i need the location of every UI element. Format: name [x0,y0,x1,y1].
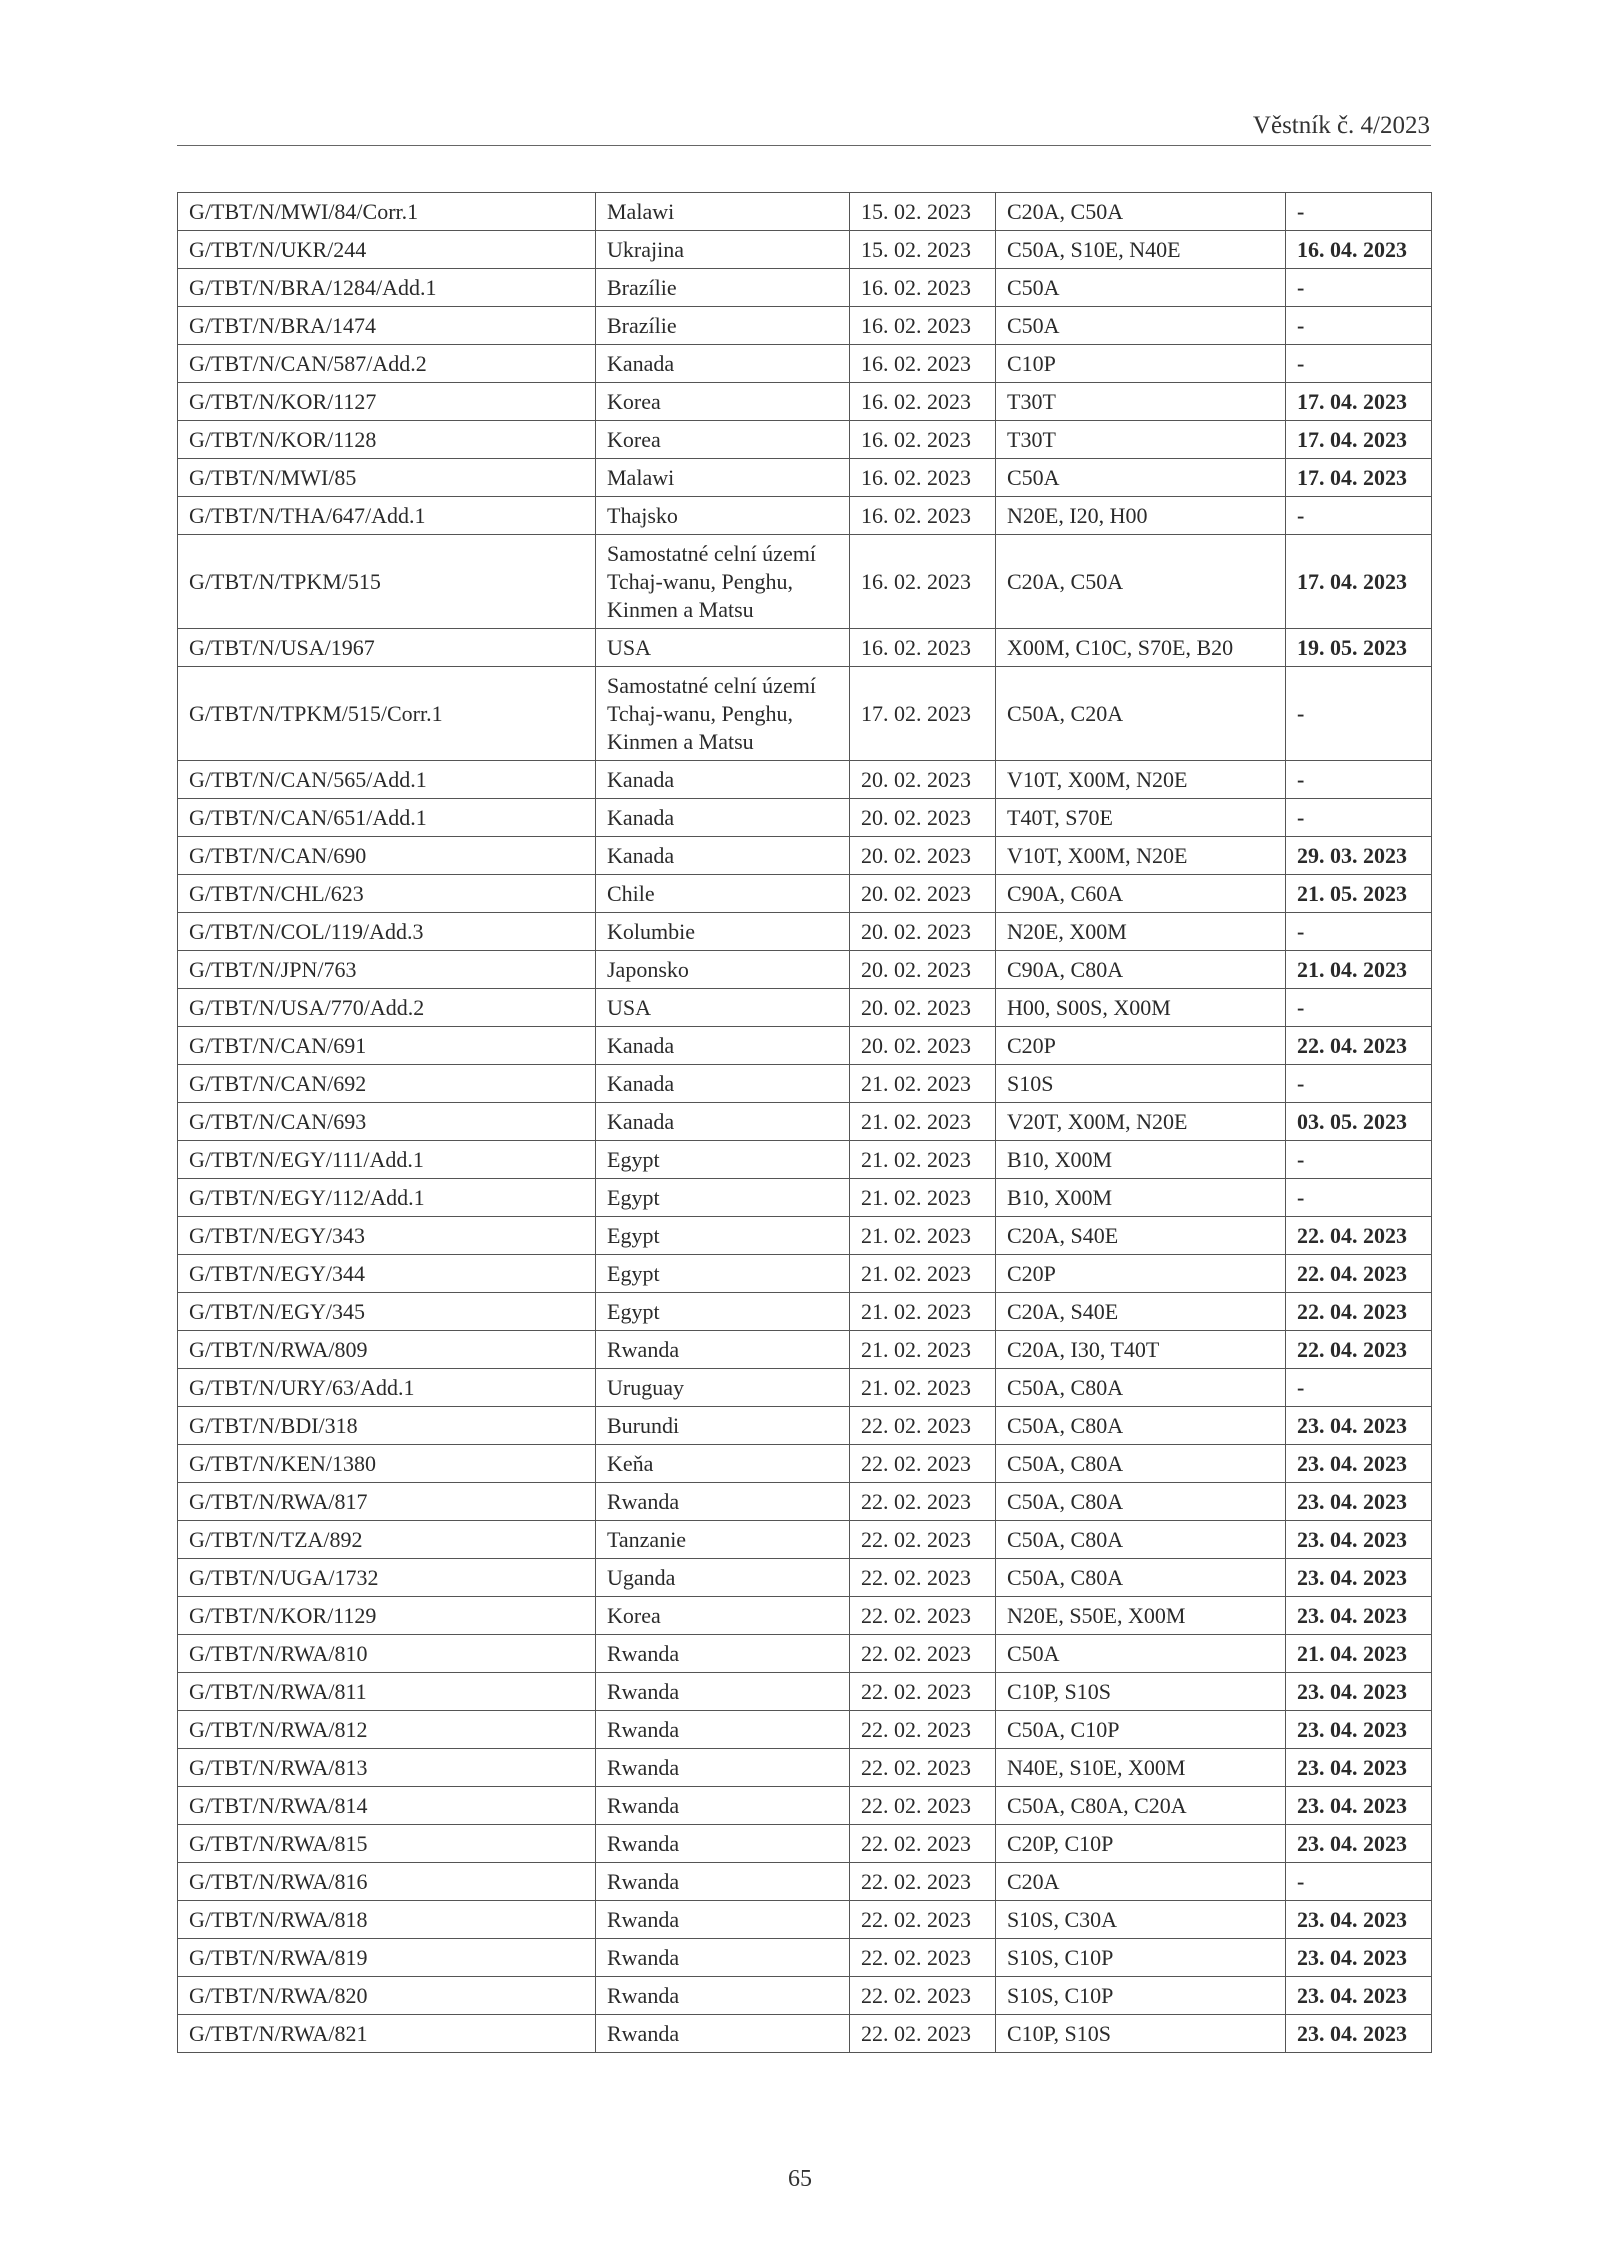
date-cell: 20. 02. 2023 [850,951,996,989]
notification-code-cell: G/TBT/N/RWA/809 [178,1331,596,1369]
table-row [178,307,1432,345]
notification-code-cell: G/TBT/N/EGY/344 [178,1255,596,1293]
table-row [178,1597,1432,1635]
date-cell: 22. 02. 2023 [850,1787,996,1825]
date-cell: 22. 02. 2023 [850,1483,996,1521]
notification-code-cell: G/TBT/N/RWA/816 [178,1863,596,1901]
country-cell: Kanada [596,837,850,875]
notification-code-cell: G/TBT/N/JPN/763 [178,951,596,989]
ics-codes-cell: C50A, C80A [996,1521,1286,1559]
country-cell: Malawi [596,193,850,231]
date-cell: 21. 02. 2023 [850,1179,996,1217]
country-cell: Rwanda [596,1331,850,1369]
notification-code-cell: G/TBT/N/KOR/1128 [178,421,596,459]
date-cell: 16. 02. 2023 [850,307,996,345]
notification-code-cell: G/TBT/N/BDI/318 [178,1407,596,1445]
notification-code-cell: G/TBT/N/COL/119/Add.3 [178,913,596,951]
table-row [178,1825,1432,1863]
notification-code-cell: G/TBT/N/KOR/1127 [178,383,596,421]
date-cell: 21. 02. 2023 [850,1141,996,1179]
country-cell: Rwanda [596,1635,850,1673]
ics-codes-cell: C20P [996,1255,1286,1293]
deadline-cell: - [1286,1141,1432,1179]
notification-code-cell: G/TBT/N/CAN/691 [178,1027,596,1065]
table-row [178,1977,1432,2015]
country-cell: Rwanda [596,1483,850,1521]
notification-code-cell: G/TBT/N/RWA/819 [178,1939,596,1977]
table-row [178,1255,1432,1293]
notification-code-cell: G/TBT/N/RWA/821 [178,2015,596,2053]
country-cell: Malawi [596,459,850,497]
notification-code-cell: G/TBT/N/TPKM/515 [178,535,596,629]
country-cell: USA [596,629,850,667]
country-cell: USA [596,989,850,1027]
table-row [178,1407,1432,1445]
page-header-title: Věstník č. 4/2023 [1252,112,1430,139]
country-cell: Egypt [596,1255,850,1293]
notification-code-cell: G/TBT/N/BRA/1474 [178,307,596,345]
table-row [178,1635,1432,1673]
deadline-cell: 23. 04. 2023 [1286,1711,1432,1749]
table-row [178,1331,1432,1369]
table-row [178,2015,1432,2053]
country-cell: Rwanda [596,1787,850,1825]
ics-codes-cell: B10, X00M [996,1141,1286,1179]
country-cell: Kanada [596,345,850,383]
ics-codes-cell: C50A, C80A [996,1445,1286,1483]
ics-codes-cell: S10S [996,1065,1286,1103]
table-row [178,761,1432,799]
notification-code-cell: G/TBT/N/CAN/651/Add.1 [178,799,596,837]
deadline-cell: 22. 04. 2023 [1286,1331,1432,1369]
notification-code-cell: G/TBT/N/UGA/1732 [178,1559,596,1597]
notification-code-cell: G/TBT/N/USA/1967 [178,629,596,667]
country-cell: Thajsko [596,497,850,535]
notification-code-cell: G/TBT/N/EGY/111/Add.1 [178,1141,596,1179]
table-row [178,1483,1432,1521]
deadline-cell: 21. 04. 2023 [1286,1635,1432,1673]
notifications-table [177,192,1432,2053]
deadline-cell: 23. 04. 2023 [1286,1521,1432,1559]
notification-code-cell: G/TBT/N/RWA/812 [178,1711,596,1749]
date-cell: 22. 02. 2023 [850,1445,996,1483]
country-cell: Rwanda [596,1825,850,1863]
country-cell: Kanada [596,761,850,799]
date-cell: 22. 02. 2023 [850,1977,996,2015]
table-row [178,1673,1432,1711]
country-cell: Rwanda [596,1749,850,1787]
deadline-cell: 23. 04. 2023 [1286,1977,1432,2015]
ics-codes-cell: T40T, S70E [996,799,1286,837]
date-cell: 16. 02. 2023 [850,269,996,307]
deadline-cell: - [1286,345,1432,383]
ics-codes-cell: N20E, S50E, X00M [996,1597,1286,1635]
deadline-cell: - [1286,497,1432,535]
notification-code-cell: G/TBT/N/URY/63/Add.1 [178,1369,596,1407]
country-cell: Korea [596,383,850,421]
ics-codes-cell: V10T, X00M, N20E [996,837,1286,875]
date-cell: 16. 02. 2023 [850,459,996,497]
ics-codes-cell: X00M, C10C, S70E, B20 [996,629,1286,667]
ics-codes-cell: C20A, I30, T40T [996,1331,1286,1369]
deadline-cell: 17. 04. 2023 [1286,459,1432,497]
ics-codes-cell: C50A [996,1635,1286,1673]
notification-code-cell: G/TBT/N/RWA/818 [178,1901,596,1939]
deadline-cell: - [1286,799,1432,837]
country-cell: Keňa [596,1445,850,1483]
table-row [178,1103,1432,1141]
country-cell: Korea [596,421,850,459]
table-row [178,629,1432,667]
date-cell: 22. 02. 2023 [850,1559,996,1597]
country-cell: Kanada [596,799,850,837]
country-cell: Samostatné celní území Tchaj-wanu, Penghu, Kinmen a Matsu [596,535,850,629]
table-row [178,421,1432,459]
deadline-cell: - [1286,307,1432,345]
date-cell: 16. 02. 2023 [850,497,996,535]
notification-code-cell: G/TBT/N/CHL/623 [178,875,596,913]
notification-code-cell: G/TBT/N/CAN/692 [178,1065,596,1103]
ics-codes-cell: C50A, C80A [996,1407,1286,1445]
deadline-cell: - [1286,989,1432,1027]
notification-code-cell: G/TBT/N/RWA/810 [178,1635,596,1673]
table-row [178,667,1432,761]
country-cell: Ukrajina [596,231,850,269]
table-row [178,269,1432,307]
table-row [178,875,1432,913]
country-cell: Egypt [596,1179,850,1217]
ics-codes-cell: C10P, S10S [996,2015,1286,2053]
date-cell: 21. 02. 2023 [850,1103,996,1141]
table-row [178,383,1432,421]
table-row [178,1939,1432,1977]
ics-codes-cell: C90A, C80A [996,951,1286,989]
deadline-cell: 22. 04. 2023 [1286,1293,1432,1331]
deadline-cell: - [1286,1369,1432,1407]
deadline-cell: 29. 03. 2023 [1286,837,1432,875]
date-cell: 20. 02. 2023 [850,799,996,837]
notification-code-cell: G/TBT/N/CAN/690 [178,837,596,875]
deadline-cell: 23. 04. 2023 [1286,1559,1432,1597]
country-cell: Uganda [596,1559,850,1597]
notification-code-cell: G/TBT/N/KOR/1129 [178,1597,596,1635]
notification-code-cell: G/TBT/N/RWA/814 [178,1787,596,1825]
date-cell: 21. 02. 2023 [850,1293,996,1331]
ics-codes-cell: V10T, X00M, N20E [996,761,1286,799]
table-row [178,951,1432,989]
table-row [178,1065,1432,1103]
date-cell: 21. 02. 2023 [850,1065,996,1103]
date-cell: 22. 02. 2023 [850,1521,996,1559]
table-row [178,1901,1432,1939]
table-row [178,1369,1432,1407]
notification-code-cell: G/TBT/N/MWI/84/Corr.1 [178,193,596,231]
notification-code-cell: G/TBT/N/CAN/587/Add.2 [178,345,596,383]
country-cell: Brazílie [596,269,850,307]
date-cell: 22. 02. 2023 [850,1407,996,1445]
ics-codes-cell: C90A, C60A [996,875,1286,913]
country-cell: Tanzanie [596,1521,850,1559]
notification-code-cell: G/TBT/N/BRA/1284/Add.1 [178,269,596,307]
ics-codes-cell: B10, X00M [996,1179,1286,1217]
date-cell: 20. 02. 2023 [850,989,996,1027]
date-cell: 22. 02. 2023 [850,1711,996,1749]
notification-code-cell: G/TBT/N/USA/770/Add.2 [178,989,596,1027]
notification-code-cell: G/TBT/N/RWA/811 [178,1673,596,1711]
deadline-cell: 23. 04. 2023 [1286,1483,1432,1521]
deadline-cell: - [1286,1065,1432,1103]
table-row [178,1749,1432,1787]
ics-codes-cell: C50A [996,459,1286,497]
ics-codes-cell: T30T [996,383,1286,421]
table-row [178,1445,1432,1483]
deadline-cell: - [1286,1863,1432,1901]
ics-codes-cell: C50A, C20A [996,667,1286,761]
date-cell: 21. 02. 2023 [850,1331,996,1369]
country-cell: Egypt [596,1141,850,1179]
deadline-cell: 22. 04. 2023 [1286,1255,1432,1293]
date-cell: 15. 02. 2023 [850,231,996,269]
notification-code-cell: G/TBT/N/EGY/343 [178,1217,596,1255]
deadline-cell: 21. 05. 2023 [1286,875,1432,913]
date-cell: 17. 02. 2023 [850,667,996,761]
table-row [178,1863,1432,1901]
notification-code-cell: G/TBT/N/EGY/112/Add.1 [178,1179,596,1217]
notification-code-cell: G/TBT/N/UKR/244 [178,231,596,269]
ics-codes-cell: S10S, C10P [996,1977,1286,2015]
country-cell: Rwanda [596,1977,850,2015]
country-cell: Egypt [596,1217,850,1255]
country-cell: Brazílie [596,307,850,345]
deadline-cell: 16. 04. 2023 [1286,231,1432,269]
date-cell: 22. 02. 2023 [850,1863,996,1901]
country-cell: Chile [596,875,850,913]
ics-codes-cell: C50A, C10P [996,1711,1286,1749]
ics-codes-cell: C50A, C80A [996,1369,1286,1407]
ics-codes-cell: C20P, C10P [996,1825,1286,1863]
notification-code-cell: G/TBT/N/MWI/85 [178,459,596,497]
date-cell: 20. 02. 2023 [850,1027,996,1065]
date-cell: 20. 02. 2023 [850,913,996,951]
notification-code-cell: G/TBT/N/KEN/1380 [178,1445,596,1483]
notification-code-cell: G/TBT/N/TPKM/515/Corr.1 [178,667,596,761]
ics-codes-cell: C50A, S10E, N40E [996,231,1286,269]
deadline-cell: 23. 04. 2023 [1286,1749,1432,1787]
table-row [178,1521,1432,1559]
date-cell: 22. 02. 2023 [850,1901,996,1939]
table-row [178,989,1432,1027]
notification-code-cell: G/TBT/N/TZA/892 [178,1521,596,1559]
table-row [178,193,1432,231]
date-cell: 22. 02. 2023 [850,1635,996,1673]
notification-code-cell: G/TBT/N/CAN/565/Add.1 [178,761,596,799]
ics-codes-cell: C20A [996,1863,1286,1901]
ics-codes-cell: C10P, S10S [996,1673,1286,1711]
table-row [178,913,1432,951]
table-row [178,1787,1432,1825]
ics-codes-cell: C50A, C80A [996,1559,1286,1597]
deadline-cell: - [1286,269,1432,307]
country-cell: Rwanda [596,1939,850,1977]
deadline-cell: 03. 05. 2023 [1286,1103,1432,1141]
date-cell: 22. 02. 2023 [850,1825,996,1863]
country-cell: Rwanda [596,1711,850,1749]
country-cell: Egypt [596,1293,850,1331]
notification-code-cell: G/TBT/N/CAN/693 [178,1103,596,1141]
deadline-cell: - [1286,913,1432,951]
deadline-cell: 23. 04. 2023 [1286,1597,1432,1635]
country-cell: Rwanda [596,1673,850,1711]
table-row [178,497,1432,535]
deadline-cell: 23. 04. 2023 [1286,1939,1432,1977]
deadline-cell: 21. 04. 2023 [1286,951,1432,989]
deadline-cell: 17. 04. 2023 [1286,383,1432,421]
ics-codes-cell: C50A, C80A [996,1483,1286,1521]
deadline-cell: 23. 04. 2023 [1286,1445,1432,1483]
country-cell: Rwanda [596,1901,850,1939]
date-cell: 22. 02. 2023 [850,1939,996,1977]
ics-codes-cell: C20A, C50A [996,193,1286,231]
ics-codes-cell: S10S, C30A [996,1901,1286,1939]
deadline-cell: - [1286,1179,1432,1217]
table-row [178,1293,1432,1331]
date-cell: 20. 02. 2023 [850,875,996,913]
country-cell: Kanada [596,1065,850,1103]
ics-codes-cell: N40E, S10E, X00M [996,1749,1286,1787]
country-cell: Kanada [596,1027,850,1065]
date-cell: 22. 02. 2023 [850,1749,996,1787]
deadline-cell: 23. 04. 2023 [1286,1673,1432,1711]
table-row [178,1027,1432,1065]
table-row [178,799,1432,837]
date-cell: 16. 02. 2023 [850,383,996,421]
table-row [178,1711,1432,1749]
notification-code-cell: G/TBT/N/RWA/813 [178,1749,596,1787]
country-cell: Korea [596,1597,850,1635]
deadline-cell: - [1286,761,1432,799]
ics-codes-cell: C20A, C50A [996,535,1286,629]
ics-codes-cell: N20E, I20, H00 [996,497,1286,535]
deadline-cell: 23. 04. 2023 [1286,1901,1432,1939]
deadline-cell: - [1286,667,1432,761]
table-row [178,459,1432,497]
country-cell: Kanada [596,1103,850,1141]
ics-codes-cell: C10P [996,345,1286,383]
date-cell: 15. 02. 2023 [850,193,996,231]
country-cell: Japonsko [596,951,850,989]
page-number: 65 [788,2166,812,2192]
ics-codes-cell: T30T [996,421,1286,459]
ics-codes-cell: C20P [996,1027,1286,1065]
ics-codes-cell: N20E, X00M [996,913,1286,951]
date-cell: 20. 02. 2023 [850,837,996,875]
table-row [178,1141,1432,1179]
ics-codes-cell: C20A, S40E [996,1293,1286,1331]
table-body [178,193,1432,2053]
country-cell: Rwanda [596,1863,850,1901]
table-row [178,345,1432,383]
date-cell: 16. 02. 2023 [850,345,996,383]
date-cell: 21. 02. 2023 [850,1369,996,1407]
notification-code-cell: G/TBT/N/RWA/815 [178,1825,596,1863]
country-cell: Uruguay [596,1369,850,1407]
country-cell: Burundi [596,1407,850,1445]
notification-code-cell: G/TBT/N/THA/647/Add.1 [178,497,596,535]
country-cell: Rwanda [596,2015,850,2053]
ics-codes-cell: C50A [996,307,1286,345]
deadline-cell: 23. 04. 2023 [1286,1407,1432,1445]
date-cell: 22. 02. 2023 [850,1673,996,1711]
notification-code-cell: G/TBT/N/EGY/345 [178,1293,596,1331]
deadline-cell: 17. 04. 2023 [1286,421,1432,459]
notification-code-cell: G/TBT/N/RWA/820 [178,1977,596,2015]
ics-codes-cell: H00, S00S, X00M [996,989,1286,1027]
table-row [178,1179,1432,1217]
country-cell: Kolumbie [596,913,850,951]
deadline-cell: 22. 04. 2023 [1286,1217,1432,1255]
deadline-cell: 23. 04. 2023 [1286,2015,1432,2053]
notification-code-cell: G/TBT/N/RWA/817 [178,1483,596,1521]
ics-codes-cell: C50A, C80A, C20A [996,1787,1286,1825]
date-cell: 16. 02. 2023 [850,535,996,629]
date-cell: 22. 02. 2023 [850,1597,996,1635]
date-cell: 20. 02. 2023 [850,761,996,799]
table-row [178,837,1432,875]
table-row [178,231,1432,269]
deadline-cell: - [1286,193,1432,231]
date-cell: 21. 02. 2023 [850,1255,996,1293]
ics-codes-cell: C20A, S40E [996,1217,1286,1255]
deadline-cell: 19. 05. 2023 [1286,629,1432,667]
date-cell: 21. 02. 2023 [850,1217,996,1255]
deadline-cell: 22. 04. 2023 [1286,1027,1432,1065]
table-row [178,535,1432,629]
deadline-cell: 17. 04. 2023 [1286,535,1432,629]
date-cell: 16. 02. 2023 [850,421,996,459]
ics-codes-cell: S10S, C10P [996,1939,1286,1977]
date-cell: 22. 02. 2023 [850,2015,996,2053]
deadline-cell: 23. 04. 2023 [1286,1787,1432,1825]
deadline-cell: 23. 04. 2023 [1286,1825,1432,1863]
date-cell: 16. 02. 2023 [850,629,996,667]
ics-codes-cell: C50A [996,269,1286,307]
table-row [178,1217,1432,1255]
country-cell: Samostatné celní území Tchaj-wanu, Penghu, Kinmen a Matsu [596,667,850,761]
table-row [178,1559,1432,1597]
header-divider [177,145,1431,146]
ics-codes-cell: V20T, X00M, N20E [996,1103,1286,1141]
